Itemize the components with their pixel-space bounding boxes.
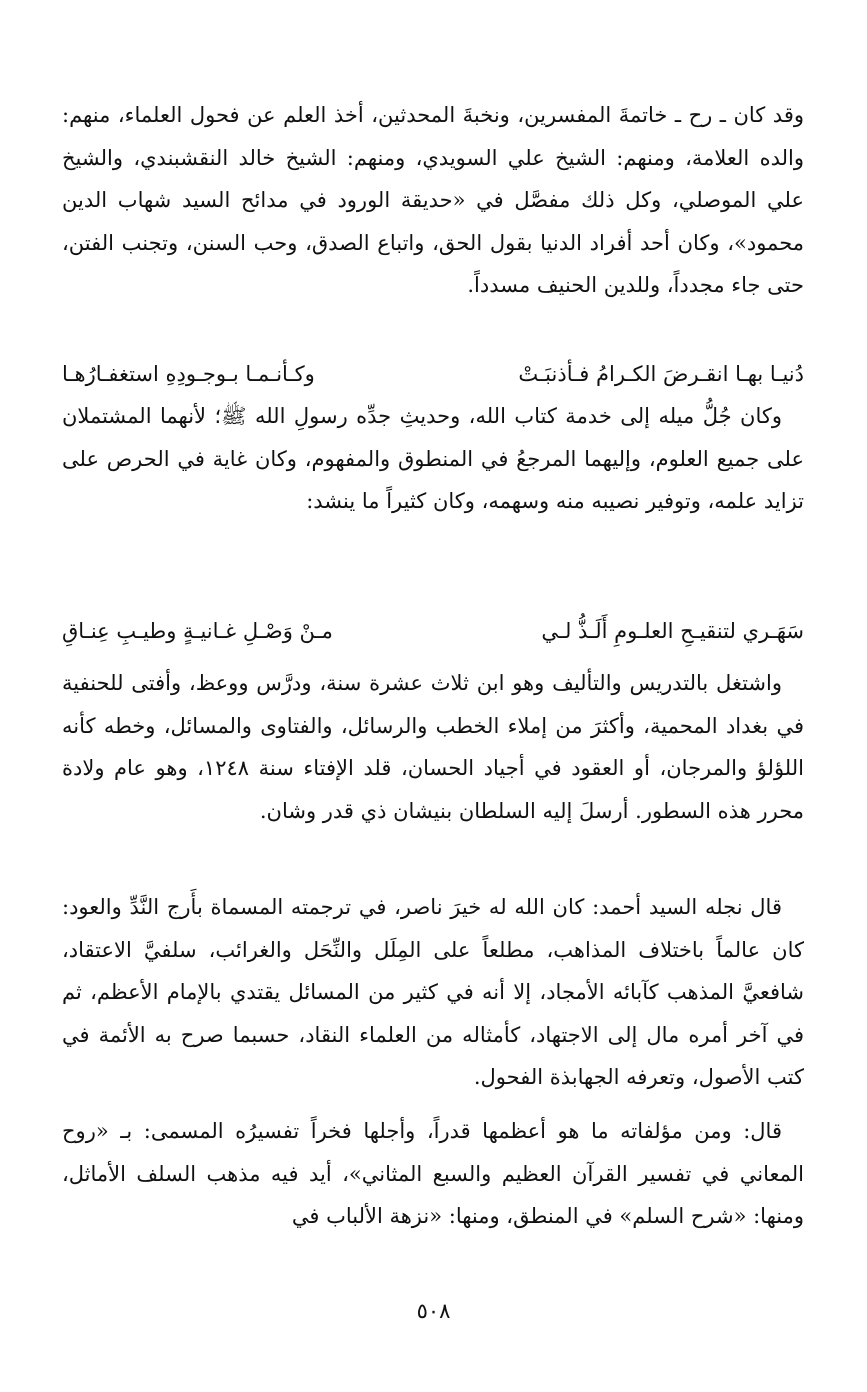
verse-2-second-hemistich: مـنْ وَصْـلِ غـانيـةٍ وطيـبِ عِنـاقِ	[62, 619, 333, 643]
paragraph-1: وقد كان ـ رح ـ خاتمةَ المفسرين، ونخبةَ المحدثين، أخذ العلم عن فحول العلماء، منهم: والده العلامة، ومنهم: الشيخ علي السويدي، ومنهم: الشيخ خالد النقشبندي، والشيخ علي الموصلي، وكل ذلك مفصَّل في «حديقة الورود في مدائح السيد شهاب الدين محمود»، وكان أحد أفراد الدنيا بقول الحق، واتباع الصدق، وحب السنن، وتجنب الفتن، حتى جاء مجدداً، وللدين الحنيف مسدداً.	[62, 103, 804, 297]
paragraph-3: واشتغل بالتدريس والتأليف وهو ابن ثلاث عشرة سنة، ودرَّس ووعظ، وأفتى للحنفية في بغداد المحمية، وأكثرَ من إملاء الخطب والرسائل، والفتاوى والمسائل، وخطه كأنه اللؤلؤ والمرجان، أو العقود في أجياد الحسان، قلد الإفتاء سنة ١٢٤٨، وهو عام ولادة محرر هذه السطور. أرسلَ إليه السلطان بنيشان ذي قدر وشان.	[62, 671, 804, 823]
verse-1	[62, 353, 804, 395]
verse-2-first-hemistich: سَهَـري لتنقيـحِ العلـومِ أَلَـذُّ لـي	[541, 619, 804, 643]
paragraph-5: قال: ومن مؤلفاته ما هو أعظمها قدراً، وأجلها فخراً تفسيرُه المسمى: بـ «روح المعاني في تفسير القرآن العظيم والسبع المثاني»، أيد فيه مذهب السلف الأماثل، ومنها: «شرح السلم» في المنطق، ومنها: «نزهة الألباب في	[62, 1119, 804, 1228]
page-number: ٥٠٨	[416, 1299, 451, 1323]
paragraph-4: قال نجله السيد أحمد: كان الله له خيرَ ناصر، في ترجمته المسماة بأَرج النَّدِّ والعود: كان عالماً باختلاف المذاهب، مطلعاً على المِلَل والنِّحَل والغرائب، سلفيَّ الاعتقاد، شافعيَّ المذهب كآبائه الأمجاد، إلا أنه في كثير من المسائل يقتدي بالإمام الأعظم، ثم في آخر أمره مال إلى الاجتهاد، كأمثاله من العلماء النقاد، حسبما صرح به الأئمة في كتب الأصول، وتعرفه الجهابذة الفحول.	[62, 895, 804, 1089]
paragraph-2: وكان جُلُّ ميله إلى خدمة كتاب الله، وحديثِ جدِّه رسولِ الله ﷺ؛ لأنهما المشتملان على جميع العلوم، وإليهما المرجعُ في المنطوق والمفهوم، وكان غاية في الحرص على تزايد علمه، وتوفير نصيبه منه وسهمه، وكان كثيراً ما ينشد:	[62, 404, 804, 513]
verse-1-first-hemistich: دُنيـا بهـا انقـرضَ الكـرامُ فـأذنبَـتْ	[518, 362, 804, 386]
verse-1-second-hemistich: وكـأنـمـا بـوجـودِهِ استغفـارُهـا	[62, 362, 315, 386]
verse-2	[62, 610, 804, 652]
